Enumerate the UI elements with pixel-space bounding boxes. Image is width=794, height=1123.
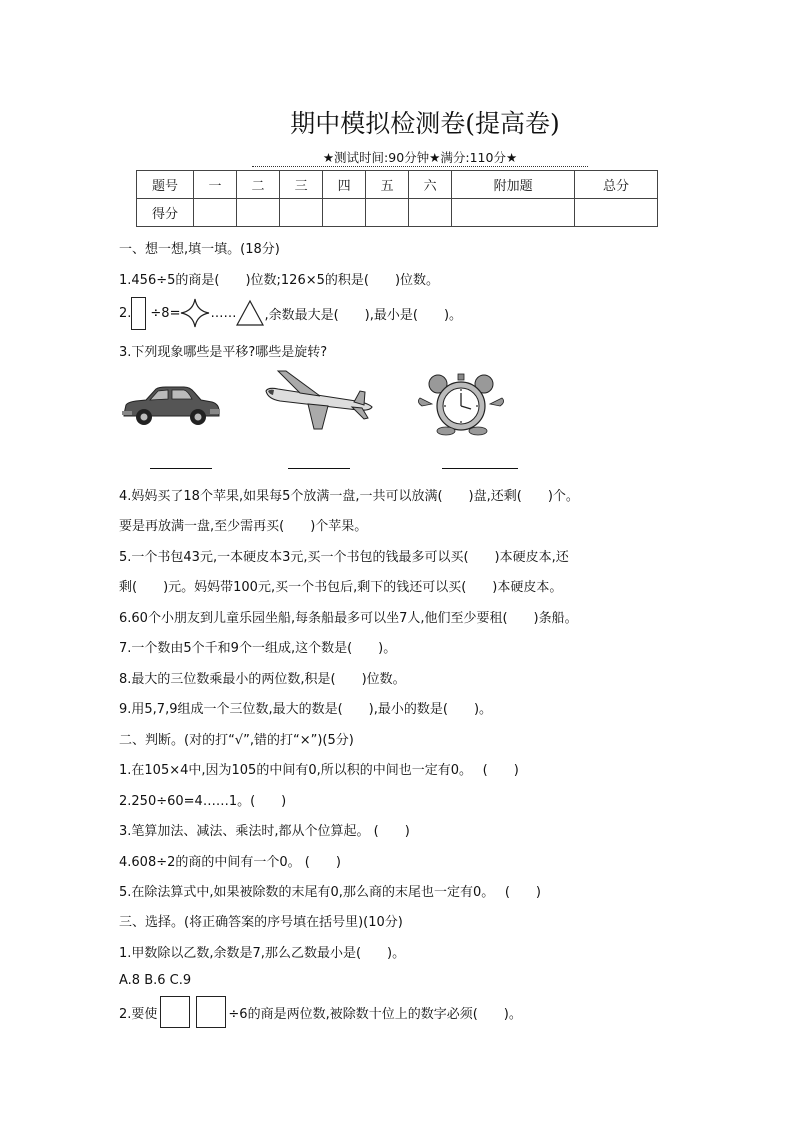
score-header-cell: 题号 [137, 171, 194, 199]
division-by-8: ÷8= [150, 305, 181, 321]
question-2-2: 2.250÷60=4……1。( ) [119, 794, 287, 809]
score-cell[interactable] [409, 199, 452, 227]
section2-heading: 二、判断。(对的打“√”,错的打“×”)(5分) [119, 733, 354, 748]
question-2-4: 4.608÷2的商的中间有一个0。 ( ) [119, 855, 341, 870]
question-1-2-text: ,余数最大是( ),最小是( )。 [264, 307, 463, 323]
ellipsis-dots: …… [210, 305, 237, 321]
score-header-cell: 五 [366, 171, 409, 199]
airplane-image [264, 369, 376, 437]
question-3-2-text: ÷6的商是两位数,被除数十位上的数字必须( )。 [228, 1006, 522, 1022]
question-2-1: 1.在105×4中,因为105的中间有0,所以积的中间也一定有0。 ( ) [119, 763, 519, 778]
score-row-label: 得分 [137, 199, 194, 227]
question-2-5: 5.在除法算式中,如果被除数的末尾有0,那么商的末尾也一定有0。 ( ) [119, 885, 541, 900]
answer-blank-airplane[interactable] [288, 468, 350, 469]
exam-subtitle: ★测试时间:90分钟★满分:110分★ [252, 150, 588, 167]
question-1-8: 8.最大的三位数乘最小的两位数,积是( )位数。 [119, 672, 406, 687]
answer-blank-car[interactable] [150, 468, 212, 469]
section3-heading: 三、选择。(将正确答案的序号填在括号里)(10分) [119, 915, 403, 930]
blank-rectangle-box[interactable] [131, 297, 146, 330]
score-cell[interactable] [280, 199, 323, 227]
question-1-5-line2: 剩( )元。妈妈带100元,买一个书包后,剩下的钱还可以买( )本硬皮本。 [119, 580, 563, 595]
question-3-2 [119, 995, 522, 1029]
score-cell[interactable] [575, 199, 658, 227]
question-2-3: 3.笔算加法、减法、乘法时,都从个位算起。 ( ) [119, 824, 410, 839]
car-image [120, 384, 222, 428]
question-3-1: 1.甲数除以乙数,余数是7,那么乙数最小是( )。 [119, 946, 406, 961]
score-cell[interactable] [366, 199, 409, 227]
question-3-1-options: A.8 B.6 C.9 [119, 973, 192, 988]
score-header-cell: 附加题 [452, 171, 575, 199]
score-table-score-row [137, 199, 658, 227]
score-cell[interactable] [323, 199, 366, 227]
question-1-3: 3.下列现象哪些是平移?哪些是旋转? [119, 345, 328, 360]
section1-heading: 一、想一想,填一填。(18分) [119, 242, 280, 257]
question-3-2-prefix: 2.要使 [119, 1006, 158, 1022]
answer-blank-clock[interactable] [442, 468, 518, 469]
digit-box-ones[interactable] [196, 996, 226, 1028]
score-header-cell: 总分 [575, 171, 658, 199]
question-1-4-line2: 要是再放满一盘,至少需再买( )个苹果。 [119, 519, 368, 534]
question-1-4-line1: 4.妈妈买了18个苹果,如果每5个放满一盘,一共可以放满( )盘,还剩( )个。 [119, 489, 579, 504]
question-1-9: 9.用5,7,9组成一个三位数,最大的数是( ),最小的数是( )。 [119, 702, 493, 717]
digit-box-tens[interactable] [160, 996, 190, 1028]
score-table-header-row [137, 171, 658, 199]
score-header-cell: 二 [237, 171, 280, 199]
score-cell[interactable] [194, 199, 237, 227]
question-1-1: 1.456÷5的商是( )位数;126×5的积是( )位数。 [119, 273, 440, 288]
score-header-cell: 三 [280, 171, 323, 199]
score-header-cell: 四 [323, 171, 366, 199]
question-1-6: 6.60个小朋友到儿童乐园坐船,每条船最多可以坐7人,他们至少要租( )条船。 [119, 611, 578, 626]
page-title: 期中模拟检测卷(提高卷) [290, 109, 560, 138]
score-cell[interactable] [237, 199, 280, 227]
question-1-5-line1: 5.一个书包43元,一本硬皮本3元,买一个书包的钱最多可以买( )本硬皮本,还 [119, 550, 569, 565]
question-1-2 [119, 296, 462, 330]
score-table [136, 170, 658, 227]
star-icon [180, 298, 210, 328]
score-cell[interactable] [452, 199, 575, 227]
score-header-cell: 一 [194, 171, 237, 199]
question-1-7: 7.一个数由5个千和9个一组成,这个数是( )。 [119, 641, 397, 656]
alarm-clock-image [414, 372, 512, 436]
score-header-cell: 六 [409, 171, 452, 199]
question-1-2-number: 2. [119, 305, 132, 321]
triangle-icon [236, 299, 264, 327]
